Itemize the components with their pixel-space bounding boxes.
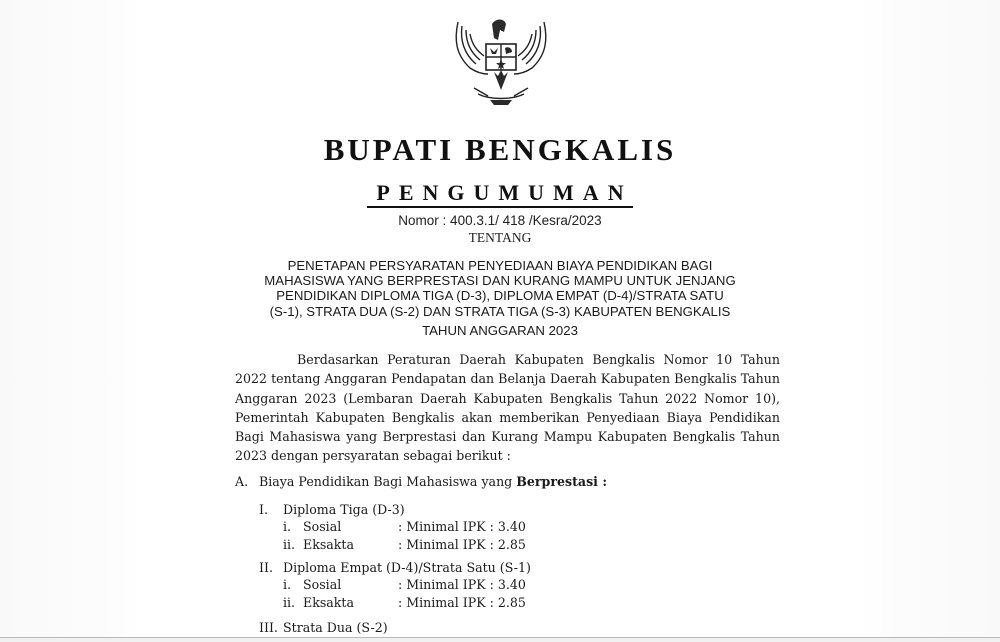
announcement-title-text: PENGUMUMAN [367, 180, 632, 208]
body-paragraph [235, 350, 780, 466]
requirement-row [283, 537, 526, 552]
section-label-text: Biaya Pendidikan Bagi Mahasiswa yang [259, 474, 517, 489]
level-item [259, 620, 388, 635]
section-marker: A. [235, 474, 249, 489]
requirement-row [283, 519, 526, 534]
section-a [235, 474, 607, 489]
level-item [259, 560, 531, 575]
garuda-emblem-icon [448, 10, 554, 110]
document-number: Nomor : 400.3.1/ 418 /Kesra/2023 [398, 213, 602, 228]
requirement-marker: ii. [283, 595, 296, 610]
body-paragraph-text: Berdasarkan Peraturan Daerah Kabupaten Bengkalis Nomor 10 Tahun 2022 tentang Anggaran Pendapatan dan Belanja Daerah Kabupaten Bengkalis Tahun Anggaran 2023 (Lembaran Daerah Kabupaten Bengkalis Tahun 2022 Nomor 10), Pemerintah Kabupaten Bengkalis akan memberikan Penyediaan Biaya Pendidikan Bagi Mahasiswa yang Berprestasi dan Kurang Mampu Kabupaten Bengkalis Tahun 2023 dengan persyaratan sebagai berikut : [235, 352, 780, 464]
section-label [259, 474, 607, 489]
requirement-row [283, 577, 526, 592]
subject-line: PENETAPAN PERSYARATAN PENYEDIAAN BIAYA PENDIDIKAN BAGI [287, 258, 713, 273]
requirement-value: : Minimal IPK : 2.85 [398, 537, 526, 552]
subject-line: (S-1), STRATA DUA (S-2) DAN STRATA TIGA (S-3) KABUPATEN BENGKALIS [269, 303, 731, 319]
level-name: Diploma Empat (D-4)/Strata Satu (S-1) [283, 560, 531, 575]
level-marker: II. [259, 560, 273, 575]
subject-line: TAHUN ANGGARAN 2023 [422, 322, 578, 338]
requirement-field: Eksakta [303, 595, 354, 610]
requirement-field: Sosial [303, 519, 342, 534]
subject-heading [240, 258, 760, 338]
section-label-bold: Berprestasi : [516, 474, 607, 489]
requirement-marker: ii. [283, 537, 296, 552]
requirement-value: : Minimal IPK : 3.40 [398, 519, 526, 534]
page-bottom-strip [0, 638, 1000, 642]
level-name: Diploma Tiga (D-3) [283, 502, 405, 517]
requirement-row [283, 595, 526, 610]
level-marker: III. [259, 620, 278, 635]
level-item [259, 502, 405, 517]
requirement-value: : Minimal IPK : 3.40 [398, 577, 526, 592]
level-marker: I. [259, 502, 268, 517]
subject-line: MAHASISWA YANG BERPRESTASI DAN KURANG MAMPU UNTUK JENJANG [264, 273, 736, 289]
subject-line: PENDIDIKAN DIPLOMA TIGA (D-3), DIPLOMA EMPAT (D-4)/STRATA SATU [276, 288, 724, 304]
requirement-field: Sosial [303, 577, 342, 592]
header-title: BUPATI BENGKALIS [323, 132, 677, 167]
requirement-field: Eksakta [303, 537, 354, 552]
requirement-marker: i. [283, 519, 292, 534]
announcement-title [0, 180, 1000, 206]
level-name: Strata Dua (S-2) [283, 620, 388, 635]
requirement-value: : Minimal IPK : 2.85 [398, 595, 526, 610]
requirement-marker: i. [283, 577, 292, 592]
about-label: TENTANG [468, 230, 532, 245]
